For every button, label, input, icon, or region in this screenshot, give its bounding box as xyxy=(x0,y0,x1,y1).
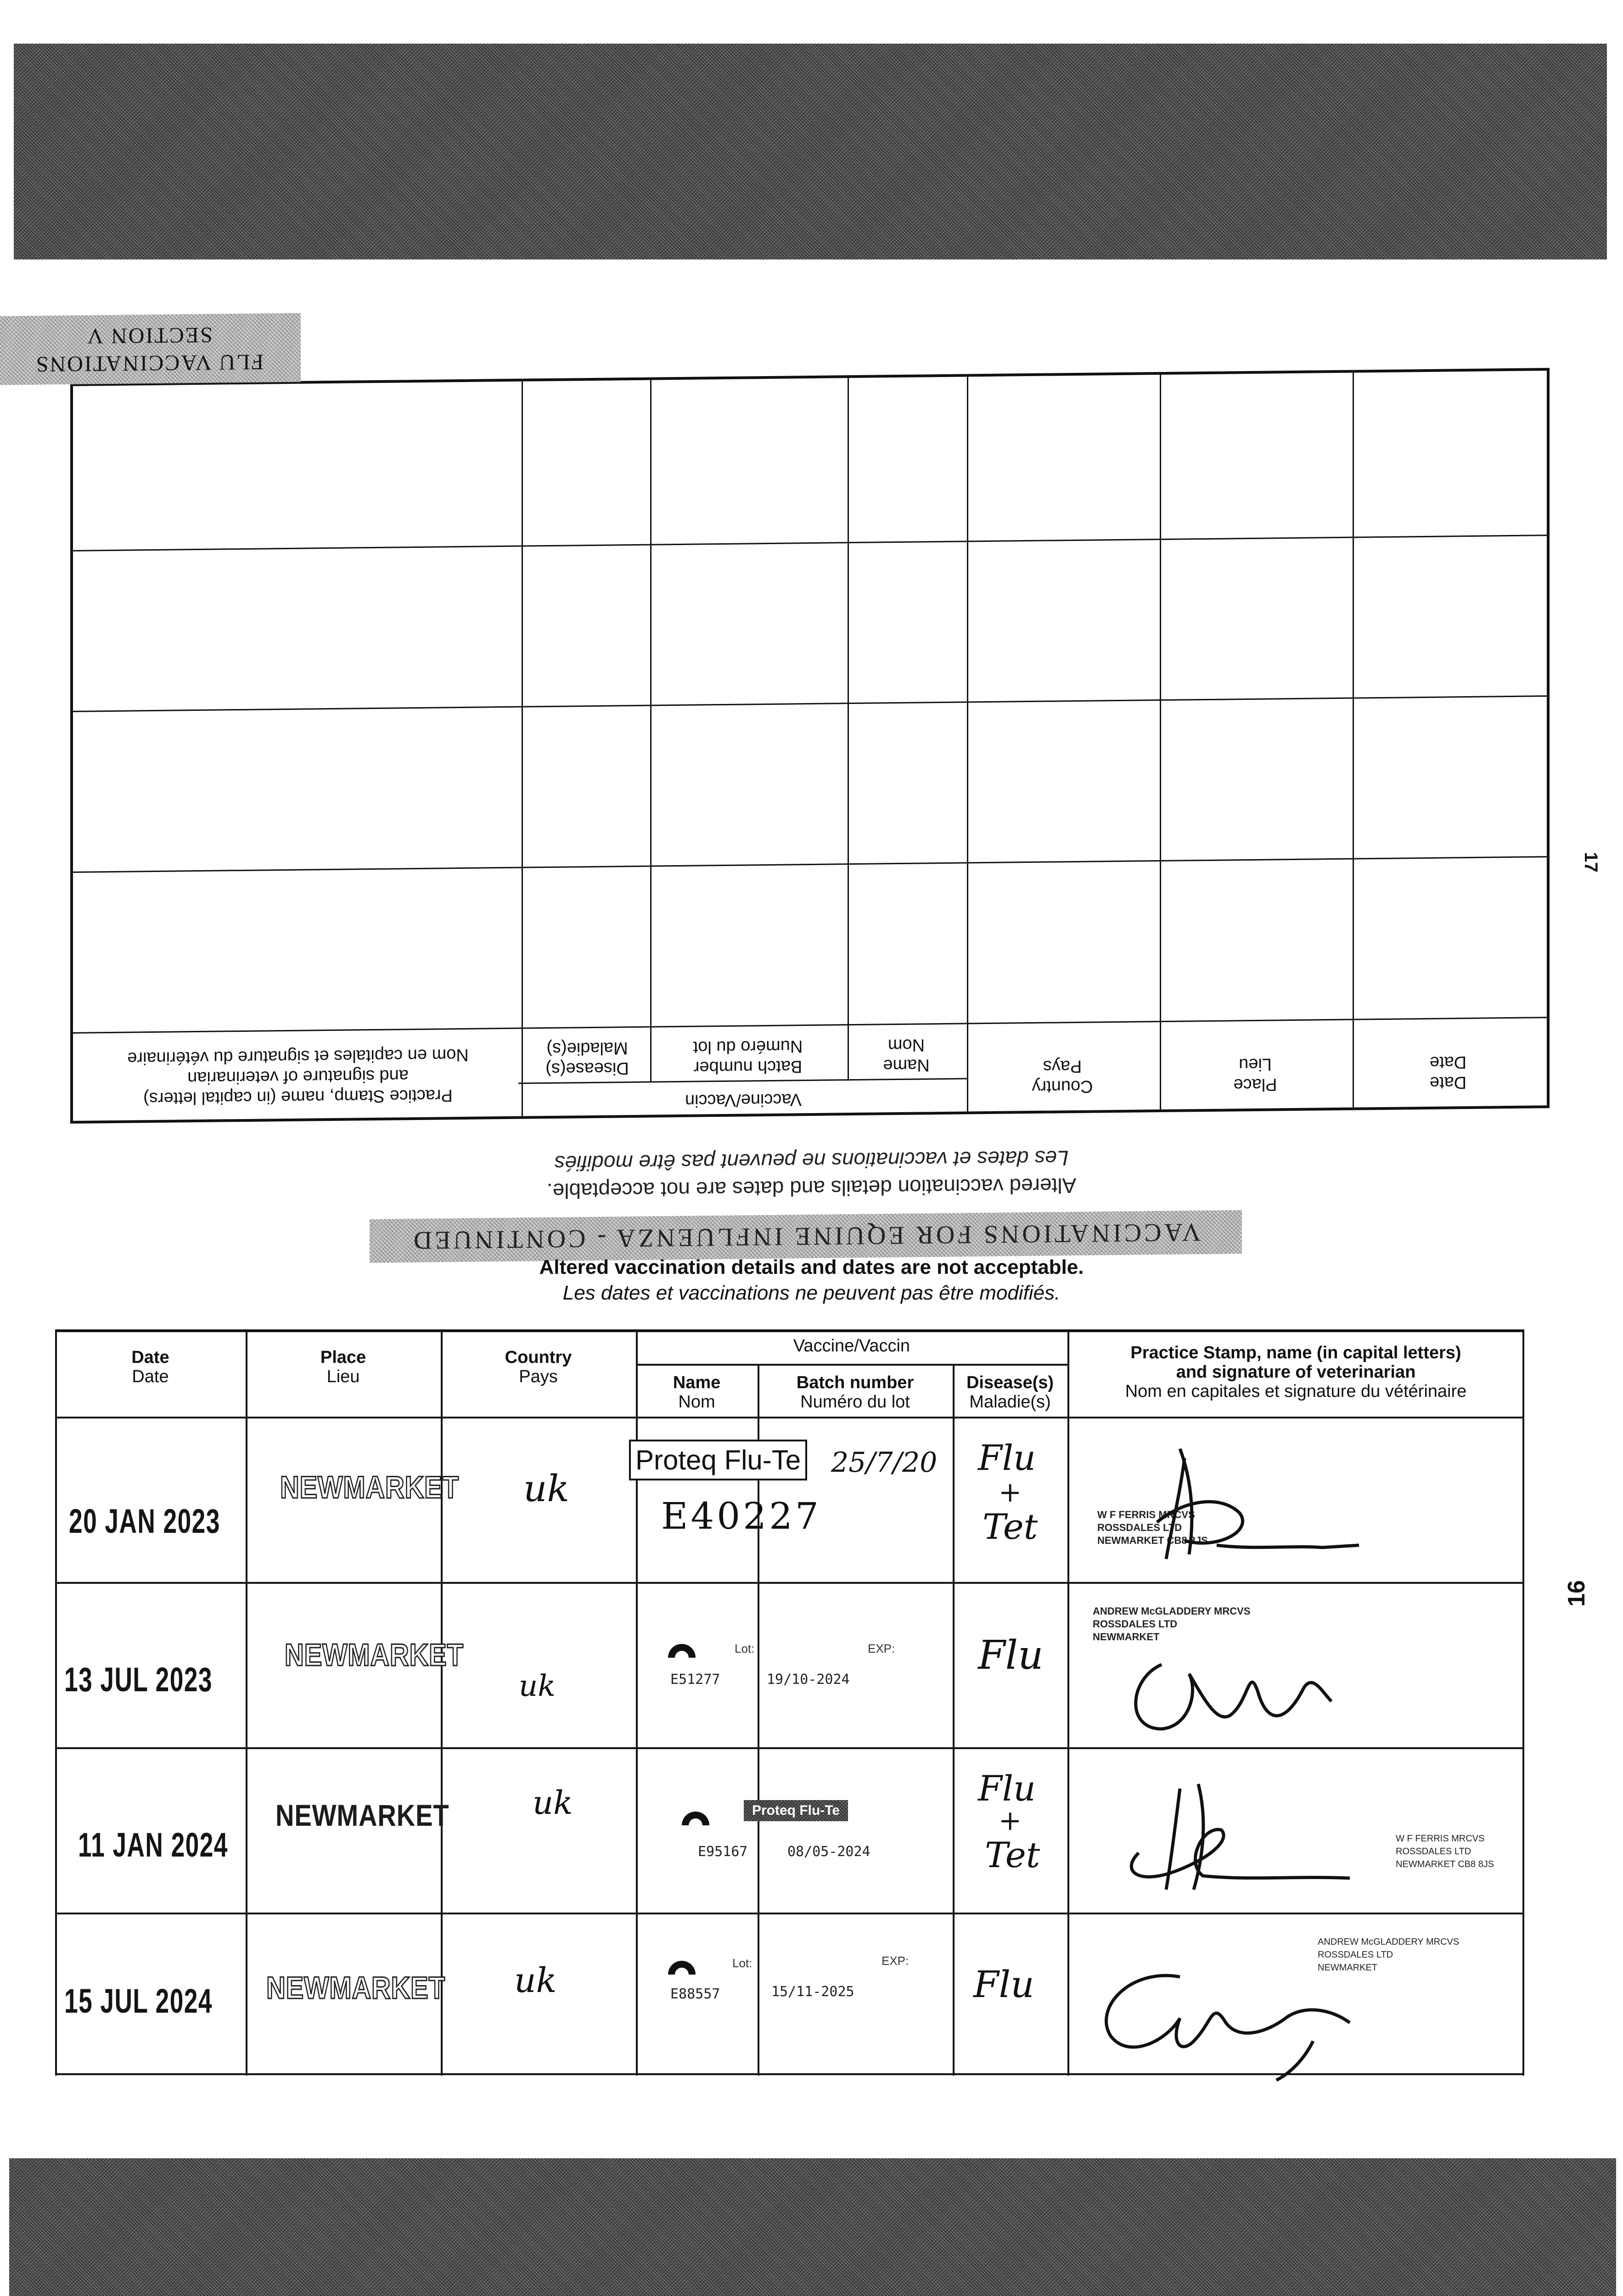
scan-shadow-bottom xyxy=(9,2158,1616,2296)
upper-grid-line xyxy=(848,378,849,1080)
page-number-17: 17 xyxy=(1580,852,1601,872)
upper-title: VACCINATIONS FOR EQUINE INFLUENZA - CONTINUED xyxy=(410,1218,1201,1255)
page-number-16: 16 xyxy=(1563,1580,1590,1607)
scan-shadow-top xyxy=(14,44,1607,259)
upper-grid-line xyxy=(650,380,651,1083)
row-line xyxy=(55,1913,1524,1914)
upper-header-name: Name Nom xyxy=(883,1035,930,1075)
col-line xyxy=(246,1329,247,2076)
table-border-right xyxy=(1522,1329,1524,2076)
badge-line-1: FLU VACCINATIONS xyxy=(34,349,264,377)
row3-place: NEWMARKET xyxy=(275,1798,449,1832)
row1-exp: 25/7/20 xyxy=(831,1446,938,1479)
header-date: Date Date xyxy=(131,1348,169,1386)
row3-disease-1: Flu xyxy=(978,1768,1036,1809)
upper-grid-line xyxy=(967,377,968,1111)
row4-disease: Flu xyxy=(973,1963,1034,2006)
facing-page-section-v xyxy=(0,248,1623,1266)
row3-batch: E95167 xyxy=(698,1844,748,1860)
row3-country: uk xyxy=(533,1784,573,1822)
row3-disease-2: + xyxy=(999,1805,1022,1837)
table-border-top xyxy=(55,1329,1524,1332)
table-border-left xyxy=(55,1329,57,2076)
row3-vet-stamp: W F FERRIS MRCVS ROSSDALES LTD NEWMARKET CB8 8JS xyxy=(1396,1834,1494,1869)
row1-disease-2: + xyxy=(999,1476,1022,1508)
row2-place: NEWMARKET xyxy=(285,1638,464,1672)
upper-vaccination-table xyxy=(70,368,1550,1124)
col-line xyxy=(1067,1329,1069,2076)
row2-country: uk xyxy=(519,1669,556,1703)
row3-manufacturer-logo-icon xyxy=(680,1800,712,1828)
upper-header-date: Date Date xyxy=(1429,1052,1467,1092)
row4-vet-stamp: ANDREW McGLADDERY MRCVS ROSSDALES LTD NEWMARKET xyxy=(1318,1937,1460,1973)
row1-country: uk xyxy=(523,1467,569,1510)
header-place: Place Lieu xyxy=(320,1348,366,1386)
row4-manufacturer-logo-icon xyxy=(666,1949,698,1977)
header-country: Country Pays xyxy=(505,1348,572,1386)
row1-vaccine-name: Proteq Flu-Te xyxy=(629,1440,807,1480)
row1-batch: E40227 xyxy=(661,1495,821,1537)
row4-signature xyxy=(1074,1949,1396,2082)
upper-grid-line xyxy=(522,382,523,1116)
row1-disease-1: Flu xyxy=(978,1437,1036,1478)
row-line xyxy=(55,1582,1524,1584)
row3-vaccine-sticker: Proteq Flu-Te xyxy=(744,1800,848,1821)
row2-exp: 19/10-2024 xyxy=(767,1671,850,1688)
section-v-badge xyxy=(0,313,301,385)
upper-header-disease: Disease(s) Maladie(s) xyxy=(545,1038,629,1079)
upper-grid-line xyxy=(73,535,1547,551)
upper-header-batch: Batch number Numéro du lot xyxy=(693,1036,803,1077)
row1-vet-stamp: W F FERRIS MRCVS ROSSDALES LTD NEWMARKET CB8 8JS xyxy=(1097,1509,1208,1546)
vaccine-subheader-line xyxy=(636,1364,1067,1366)
col-line xyxy=(441,1329,443,2076)
row1-place: NEWMARKET xyxy=(280,1470,459,1505)
row2-batch: E51277 xyxy=(670,1671,720,1688)
row1-date: 20 JAN 2023 xyxy=(69,1502,220,1540)
row3-signature xyxy=(1111,1770,1396,1908)
row2-manufacturer-logo-icon xyxy=(666,1632,698,1660)
notice-english: Altered vaccination details and dates are not acceptable. xyxy=(539,1256,1084,1278)
upper-title-bar xyxy=(370,1210,1242,1263)
header-disease: Disease(s) Maladie(s) xyxy=(966,1373,1054,1412)
upper-header-country: Country Pays xyxy=(1032,1056,1093,1097)
row2-date: 13 JUL 2023 xyxy=(64,1660,213,1699)
upper-grid-line xyxy=(73,856,1547,873)
row2-vet-stamp: ANDREW McGLADDERY MRCVS ROSSDALES LTD NEWMARKET xyxy=(1093,1605,1251,1643)
badge-line-2: SECTION V xyxy=(86,322,213,349)
row4-exp-label: EXP: xyxy=(882,1954,909,1968)
row2-exp-label: EXP: xyxy=(868,1642,895,1655)
row-line xyxy=(55,1747,1524,1749)
row3-exp: 08/05-2024 xyxy=(787,1844,870,1860)
row4-batch: E88557 xyxy=(670,1986,720,2002)
row4-place: NEWMARKET xyxy=(266,1970,445,2005)
upper-header-practice: Practice Stamp, name (in capital letters) and signature of veterinarian Nom en capitales et signature du vétérinaire xyxy=(127,1045,469,1109)
vaccination-table xyxy=(55,1329,1524,2078)
row2-signature xyxy=(1111,1609,1387,1747)
upper-grid-line xyxy=(1353,373,1354,1108)
row3-date: 11 JAN 2024 xyxy=(78,1826,228,1864)
upper-warning-en: Altered vaccination details and dates are not acceptable. xyxy=(546,1173,1077,1204)
upper-grid-line xyxy=(73,1017,1547,1034)
upper-header-place: Place Lieu xyxy=(1233,1054,1277,1095)
header-name: Name Nom xyxy=(673,1373,721,1412)
row1-disease-3: Tet xyxy=(983,1506,1038,1547)
row2-lot-label: Lot: xyxy=(735,1642,755,1655)
row4-date: 15 JUL 2024 xyxy=(64,1982,213,2020)
col-line xyxy=(953,1364,955,2076)
row4-lot-label: Lot: xyxy=(732,1956,753,1970)
header-practice: Practice Stamp, name (in capital letters) and signature of veterinarian Nom en capitales et signature du vétérinaire xyxy=(1125,1343,1467,1401)
header-vaccine-group: Vaccine/Vaccin xyxy=(793,1336,910,1356)
upper-grid-line xyxy=(518,1078,968,1084)
row2-disease: Flu xyxy=(978,1632,1044,1678)
upper-warning-fr: Les dates et vaccinations ne peuvent pas être modifiés xyxy=(554,1146,1069,1176)
header-bottom-line xyxy=(55,1417,1524,1418)
row1-signature xyxy=(1102,1430,1423,1577)
alteration-notice xyxy=(0,1256,1623,1305)
upper-header-vaccine: Vaccine/Vaccin xyxy=(685,1090,802,1110)
upper-grid-line xyxy=(1160,375,1161,1109)
row4-country: uk xyxy=(514,1961,557,2000)
row4-exp: 15/11-2025 xyxy=(771,1984,854,2000)
upper-grid-line xyxy=(73,695,1547,712)
row3-disease-3: Tet xyxy=(985,1835,1040,1875)
header-batch: Batch number Numéro du lot xyxy=(796,1373,914,1412)
notice-french: Les dates et vaccinations ne peuvent pas être modifiés. xyxy=(562,1282,1061,1304)
